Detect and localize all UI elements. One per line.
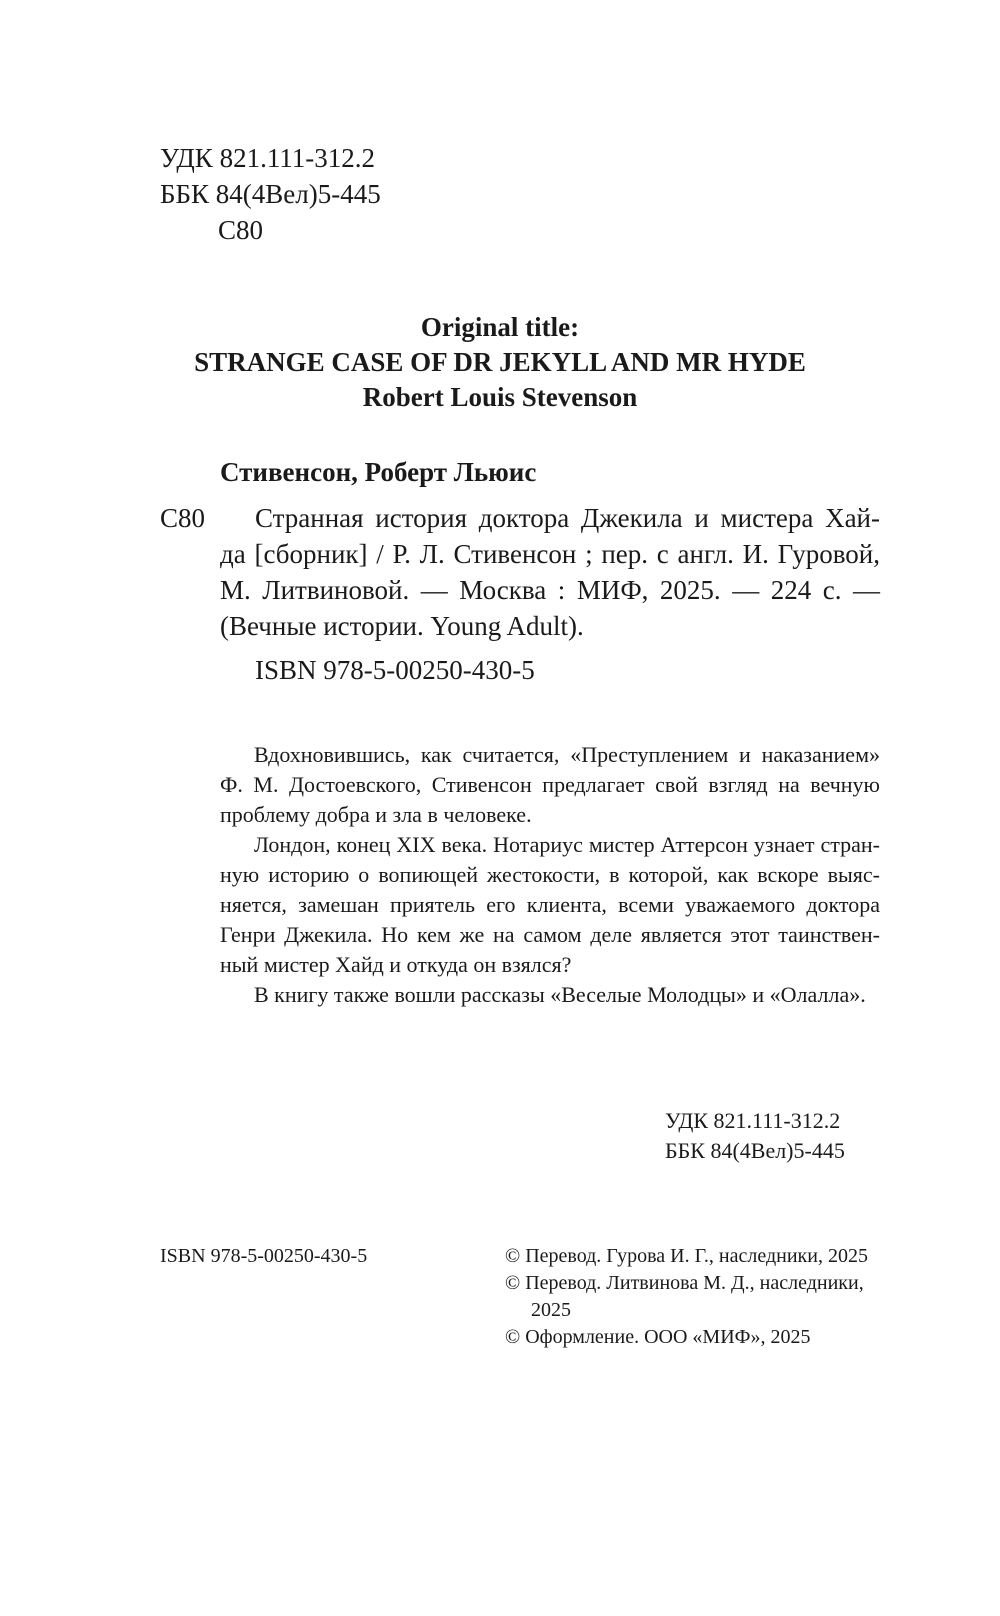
annotation-line: ный мистер Хайд и откуда он взялся?: [220, 952, 572, 977]
annotation-line: Лондон, конец XIX века. Нотариус мистер Аттерсон узнает стран-: [254, 832, 880, 857]
annotation-line: Генри Джекила. Но кем же на самом деле является этот таинствен-: [220, 922, 880, 947]
original-title-label: Original title:: [420, 312, 580, 342]
bib-line: М. Литвиновой. — Москва : МИФ, 2025. — 224 с. —: [220, 575, 880, 605]
copyright-line: 2025: [531, 1299, 571, 1321]
annotation-line: Ф. М. Достоевского, Стивенсон предлагает свой взгляд на вечную: [220, 772, 880, 797]
copyright-line: © Перевод. Литвинова М. Д., наследники,: [505, 1272, 864, 1294]
annotation-line: проблему добра и зла в человеке.: [220, 802, 532, 827]
bib-description: [220, 500, 880, 644]
annotation-line: ную историю о вопиющей жестокости, в которой, как вскоре выяс-: [220, 862, 880, 887]
footer-udk-code: УДК 821.111-312.2: [665, 1108, 841, 1133]
bbk-code: ББК 84(4Вел)5-445: [160, 179, 381, 209]
bib-author-heading: Стивенсон, Роберт Льюис: [220, 457, 537, 487]
copyright-line: © Оформление. ООО «МИФ», 2025: [505, 1326, 811, 1348]
bib-line: Странная история доктора Джекила и мистера Хай-: [255, 503, 880, 533]
author-sign: С80: [218, 215, 264, 245]
footer-bbk-code: ББК 84(4Вел)5-445: [665, 1138, 845, 1163]
annotation-line: Вдохновившись, как считается, «Преступлением и наказанием»: [254, 742, 880, 767]
bib-isbn: ISBN 978-5-00250-430-5: [255, 655, 535, 685]
bib-line: да [сборник] / Р. Л. Стивенсон ; пер. с англ. И. Гуровой,: [220, 539, 880, 569]
original-author: Robert Louis Stevenson: [362, 382, 638, 412]
bib-line: (Вечные истории. Young Adult).: [220, 611, 584, 641]
bib-sign: С80: [160, 503, 206, 533]
footer-isbn: ISBN 978-5-00250-430-5: [160, 1245, 368, 1267]
annotation-line: В книгу также вошли рассказы «Веселые Молодцы» и «Олалла».: [254, 982, 866, 1007]
copyright-line: © Перевод. Гурова И. Г., наследники, 2025: [505, 1245, 868, 1267]
annotation-line: няется, замешан приятель его клиента, всеми уважаемого доктора: [220, 892, 880, 917]
original-title-block: [0, 310, 1000, 415]
annotation: [220, 740, 880, 1010]
copyright-block: [505, 1243, 885, 1351]
udk-code: УДК 821.111-312.2: [160, 143, 376, 173]
original-title: STRANGE CASE OF DR JEKYLL AND MR HYDE: [194, 347, 806, 377]
